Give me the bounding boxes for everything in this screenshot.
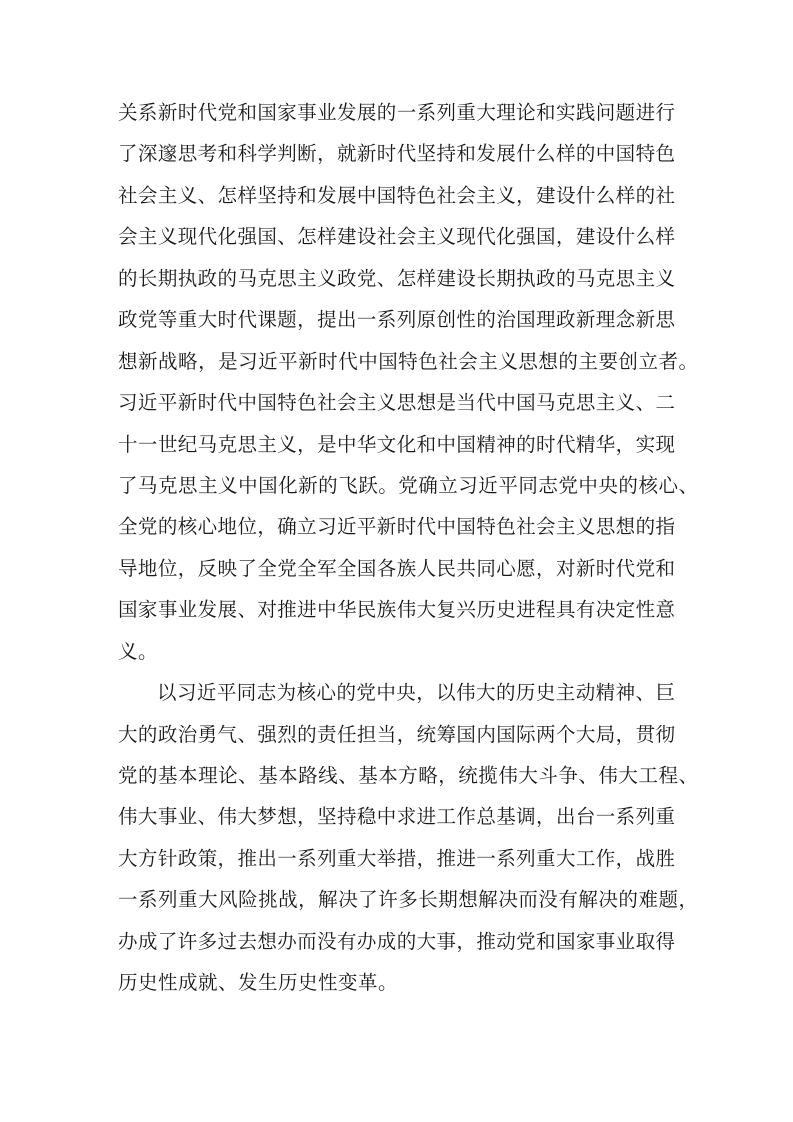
text-line: 了马克思主义中国化新的飞跃。党确立习近平同志党中央的核心、 (118, 475, 698, 497)
text-line: 以习近平同志为核心的党中央，以伟大的历史主动精神、巨 (157, 683, 675, 705)
text-line: 全党的核心地位，确立习近平新时代中国特色社会主义思想的指 (118, 517, 675, 539)
text-block (118, 93, 698, 1005)
text-line: 了深邃思考和科学判断，就新时代坚持和发展什么样的中国特色 (118, 144, 675, 166)
paragraph-1 (118, 93, 698, 673)
text-line: 导地位，反映了全党全军全国各族人民共同心愿，对新时代党和 (118, 558, 675, 580)
text-line: 的长期执政的马克思主义政党、怎样建设长期执政的马克思主义 (118, 268, 675, 290)
text-line: 历史性成就、发生历史性变革。 (118, 973, 399, 995)
text-line: 习近平新时代中国特色社会主义思想是当代中国马克思主义、二 (118, 393, 675, 415)
paragraph-2 (118, 673, 698, 1005)
text-line: 社会主义、怎样坚持和发展中国特色社会主义，建设什么样的社 (118, 185, 675, 207)
text-line: 办成了许多过去想办而没有办成的大事，推动党和国家事业取得 (118, 931, 675, 953)
text-line: 国家事业发展、对推进中华民族伟大复兴历史进程具有决定性意 (118, 600, 675, 622)
text-line: 会主义现代化强国、怎样建设社会主义现代化强国，建设什么样 (118, 227, 675, 249)
text-line: 想新战略，是习近平新时代中国特色社会主义思想的主要创立者。 (118, 351, 698, 373)
text-line: 政党等重大时代课题，提出一系列原创性的治国理政新理念新思 (118, 310, 675, 332)
text-line: 伟大事业、伟大梦想，坚持稳中求进工作总基调，出台一系列重 (118, 807, 675, 829)
text-line: 大方针政策，推出一系列重大举措，推进一系列重大工作，战胜 (118, 848, 675, 870)
text-line: 党的基本理论、基本路线、基本方略，统揽伟大斗争、伟大工程、 (118, 766, 698, 787)
text-line: 关系新时代党和国家事业发展的一系列重大理论和实践问题进行 (118, 103, 675, 124)
text-line: 义。 (118, 641, 159, 663)
text-line: 大的政治勇气、强烈的责任担当，统筹国内国际两个大局，贯彻 (118, 724, 675, 746)
text-line: 十一世纪马克思主义，是中华文化和中国精神的时代精华，实现 (118, 434, 675, 456)
text-line: 一系列重大风险挑战，解决了许多长期想解决而没有解决的难题， (118, 890, 698, 912)
